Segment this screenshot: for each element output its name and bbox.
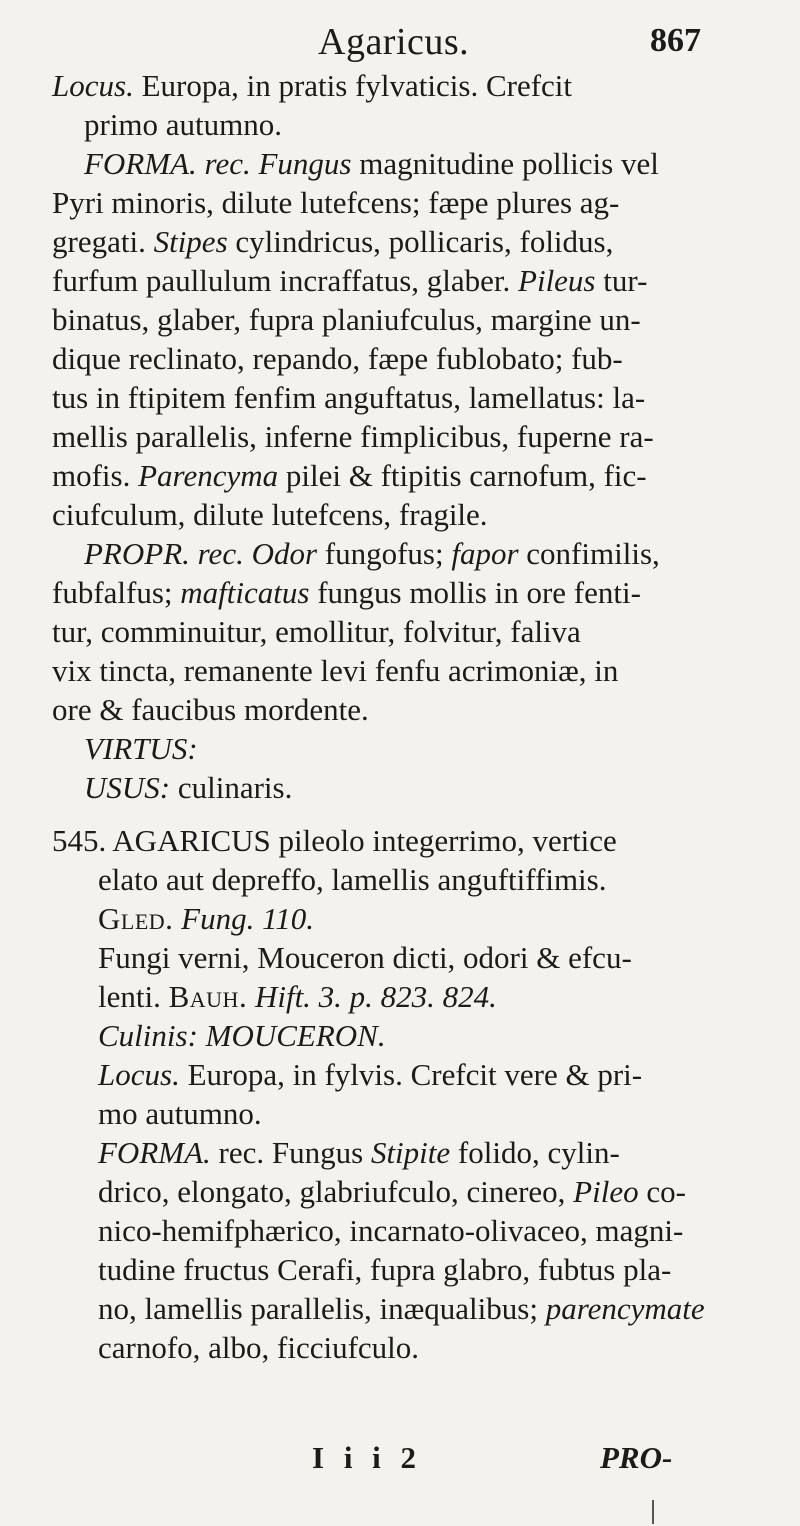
text-line [52, 300, 752, 339]
text-line [52, 261, 752, 300]
text-span: rec. Fungus [210, 1135, 371, 1170]
text-span: pilei & ftipitis carnofum, fic- [278, 458, 647, 493]
page-number: 867 [650, 22, 701, 59]
text-line [52, 495, 752, 534]
text-line [52, 183, 752, 222]
text-line [52, 1328, 752, 1367]
text-line [52, 1289, 752, 1328]
text-span: fungofus; [317, 536, 452, 571]
text-span: parencymate [545, 1291, 705, 1326]
text-span: confimilis, [518, 536, 660, 571]
text-line [52, 456, 752, 495]
text-span: Stipes [153, 224, 228, 259]
text-span: Bauh. [168, 979, 248, 1014]
text-span: Hift. 3. p. 823. 824. [254, 979, 497, 1014]
text-line [52, 378, 752, 417]
text-span: mafticatus [180, 575, 310, 610]
text-span: rec. [189, 536, 252, 571]
text-line [52, 1172, 752, 1211]
text-line [52, 651, 752, 690]
text-span: fapor [451, 536, 519, 571]
text-span: cylindricus, pollicaris, folidus, [227, 224, 614, 259]
signature-mark: I i i 2 [312, 1440, 423, 1475]
text-span: mellis parallelis, inferne fimplicibus, fuperne ra- [52, 419, 654, 454]
section-label-locus: Locus. [98, 1057, 180, 1092]
text-span: Pileo [573, 1174, 639, 1209]
text-line [52, 860, 752, 899]
text-span: fungus mollis in ore fenti- [309, 575, 641, 610]
text-line [52, 534, 752, 573]
text-span: furfum paullulum incraffatus, glaber. [52, 263, 519, 298]
section-label-virtus: VIRTUS: [84, 731, 198, 766]
text-line [52, 339, 752, 378]
text-span: ciufculum, dilute lutefcens, fragile. [52, 497, 488, 532]
text-span: Parencyma [138, 458, 279, 493]
paper-mark [652, 1500, 654, 1524]
text-span: Stipite [370, 1135, 451, 1170]
text-line [52, 144, 752, 183]
text-span: Culinis: MOUCERON. [98, 1018, 386, 1053]
text-span: carnofo, albo, ficciufculo. [98, 1330, 420, 1365]
text-span: elato aut depreffo, lamellis anguftiffimis. [98, 862, 607, 897]
text-span: tur, comminuitur, emollitur, folvitur, faliva [52, 614, 581, 649]
text-line [52, 690, 752, 729]
text-span: binatus, glaber, fupra planiufculus, margine un- [52, 302, 641, 337]
section-label-forma: FORMA. [84, 146, 197, 181]
body-text [52, 66, 752, 1367]
text-span: Fungus [258, 146, 352, 181]
text-line [52, 1133, 752, 1172]
text-span [247, 979, 255, 1014]
running-title: Agaricus. [318, 21, 470, 63]
section-label-forma: FORMA. [98, 1135, 211, 1170]
text-line [52, 938, 752, 977]
text-span: vix tincta, remanente levi fenfu acrimoniæ, in [52, 653, 619, 688]
text-span: folido, cylin- [450, 1135, 620, 1170]
text-line [52, 612, 752, 651]
text-line [52, 977, 752, 1016]
text-span: magnitudine pollicis vel [351, 146, 659, 181]
text-line [52, 1094, 752, 1133]
section-label-usus: USUS: [84, 770, 171, 805]
text-span: ore & faucibus mordente. [52, 692, 369, 727]
text-span: no, lamellis parallelis, inæqualibus; [98, 1291, 546, 1326]
text-line [52, 1211, 752, 1250]
text-line [52, 1055, 752, 1094]
text-line [52, 729, 752, 768]
text-line [52, 1250, 752, 1289]
section-label-locus: Locus. [52, 68, 134, 103]
text-line [52, 573, 752, 612]
text-line [52, 222, 752, 261]
text-span: co- [638, 1174, 686, 1209]
text-line [52, 66, 752, 105]
text-line [52, 105, 752, 144]
section-label-propr: PROPR. [84, 536, 190, 571]
text-span: primo autumno. [84, 107, 283, 142]
text-line [52, 1016, 752, 1055]
catchword: PRO- [600, 1440, 673, 1475]
spacer [52, 807, 752, 821]
text-span: Odor [251, 536, 318, 571]
text-span: dique reclinato, repando, fæpe fublobato; fub- [52, 341, 623, 376]
text-span: mofis. [52, 458, 139, 493]
text-span: 545. AGARICUS pileolo integerrimo, vertice [52, 823, 617, 858]
text-span: Pyri minoris, dilute lutefcens; fæpe plures ag- [52, 185, 620, 220]
text-span: culinaris. [170, 770, 293, 805]
text-span: Fungi verni, Mouceron dicti, odori & efcu- [98, 940, 632, 975]
text-span: tudine fructus Cerafi, fupra glabro, fubtus pla- [98, 1252, 672, 1287]
text-span: Pileus [518, 263, 596, 298]
text-span: nico-hemifphærico, incarnato-olivaceo, magni- [98, 1213, 684, 1248]
text-span [173, 901, 181, 936]
text-span: Europa, in pratis fylvaticis. Crefcit [133, 68, 573, 103]
text-span: fubfalfus; [52, 575, 181, 610]
text-line [52, 768, 752, 807]
text-span: tur- [595, 263, 648, 298]
text-span: mo autumno. [98, 1096, 262, 1131]
text-span: gregati. [52, 224, 154, 259]
text-span: Fung. 110. [181, 901, 315, 936]
text-span: Europa, in fylvis. Crefcit vere & pri- [179, 1057, 643, 1092]
text-line [52, 899, 752, 938]
page-footer [0, 1440, 800, 1490]
text-line [52, 417, 752, 456]
text-span: tus in ftipitem fenfim anguftatus, lamellatus: la- [52, 380, 646, 415]
text-span: lenti. [98, 979, 169, 1014]
text-span: drico, elongato, glabriufculo, cinereo, [98, 1174, 574, 1209]
entry-heading [52, 821, 752, 860]
text-span: rec. [196, 146, 259, 181]
text-span: Gled. [98, 901, 174, 936]
running-head [0, 12, 800, 68]
